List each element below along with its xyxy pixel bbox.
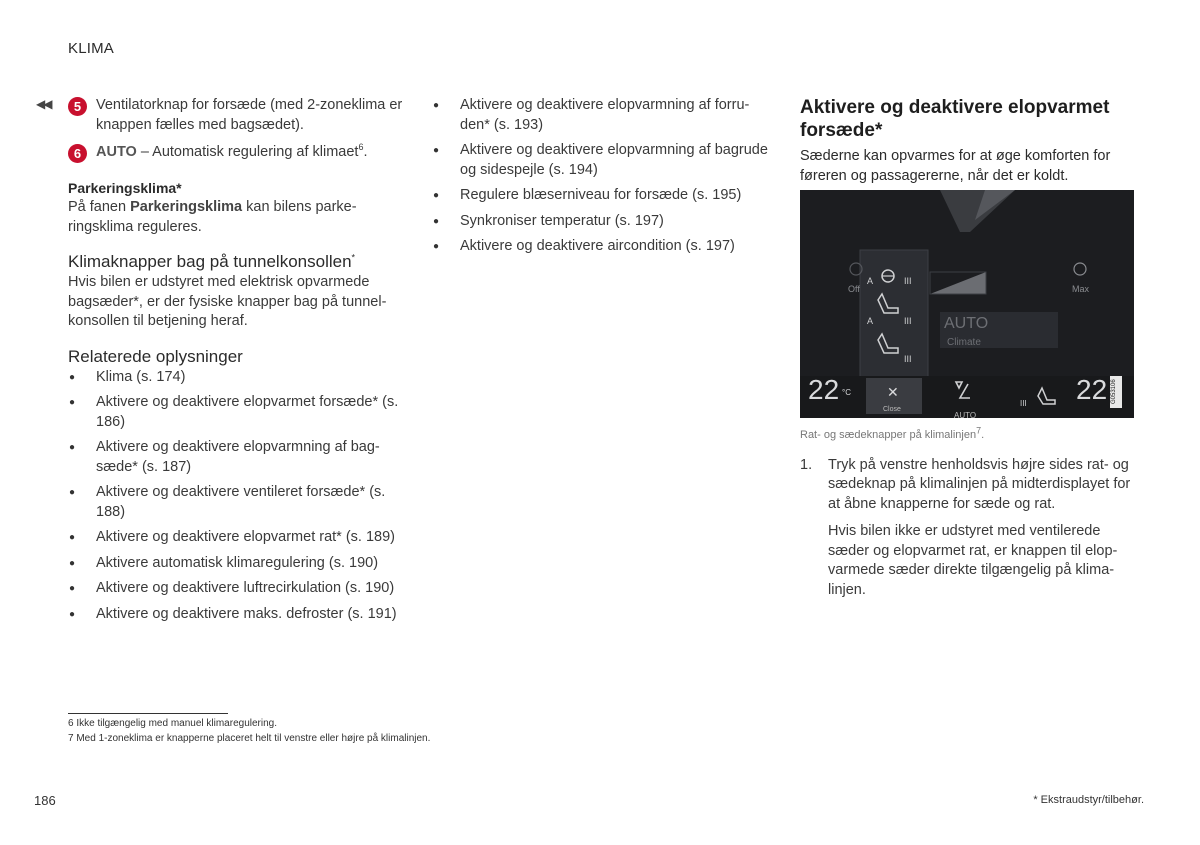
related-list-1 [68,368,408,625]
step-text: Tryk på venstre henholdsvis højre sides rat- og sædeknap på klimalinjen på midterdisplayet for at åbne knapperne for sæde og rat. [828,456,1131,512]
seat-heat-level-label: III [904,316,912,326]
related-link[interactable]: ● Aktivere og deaktivere elopvarmet forsæde* (s. 186) [68,393,408,432]
tunnel-heading-star: * [351,252,356,263]
steering-level-label: III [904,276,912,286]
parking-text-post: kan bilens parkeringsklima reguleres. [68,199,357,235]
parking-heading: Parkeringsklima* [68,179,182,196]
related-link[interactable]: ● Aktivere og deaktivere luftrecirkulation (s. 190) [68,579,408,599]
column-1 [68,96,408,630]
tunnel-heading-text: Klimaknapper bag på tunnelkonsollen [68,252,352,271]
column-2 [432,96,772,263]
footer-note: * Ekstraudstyr/tilbehør. [1033,794,1144,806]
close-label[interactable]: Close [883,406,901,413]
related-link[interactable]: ● Aktivere og deaktivere elopvarmning af bagrude og sidespejle (s. 194) [432,141,772,180]
steering-auto-label: A [867,276,874,286]
footnote-divider [68,713,228,714]
related-link[interactable]: ● Aktivere og deaktivere maks. defroster (s. 191) [68,605,408,625]
seat-vent-level-label: III [904,354,912,364]
climate-screen-illustration [800,190,1134,418]
column-3 [800,96,1140,600]
figure-caption [800,426,1140,446]
tunnel-heading [68,251,408,273]
related-link[interactable]: ● Klima (s. 174) [68,368,408,388]
callout-item-5 [68,96,408,135]
footnote-ref-6[interactable]: 6 [358,142,364,153]
parking-text-pre: På fanen [68,199,131,215]
related-link[interactable]: ● Aktivere og deaktivere elopvarmet rat* (s. 189) [68,528,408,548]
related-link[interactable]: ● Aktivere og deaktivere elopvarmning af bagsæde* (s. 187) [68,438,408,477]
related-link[interactable]: ● Aktivere og deaktivere aircondition (s. 197) [432,237,772,257]
auto-climate-title[interactable]: AUTO [944,315,989,332]
footnote-6-text: Ikke tilgængelig med manuel klimaregulering. [73,718,277,729]
auto-bottom-label[interactable]: AUTO [954,411,977,418]
section-intro: Sæderne kan opvarmes for at øge komforten for føreren og passagererne, når det er koldt. [800,148,1111,184]
related-heading: Relaterede oplysninger [68,346,243,366]
fan-off-label[interactable]: Off [848,284,860,294]
section-heading: Aktivere og deaktivere elopvarmet forsæde* [800,97,1110,141]
tunnel-text: Hvis bilen er udstyret med elektrisk opvarmede bagsæder*, er der fysiske knapper bag på tunnelkonsollen til betjening heraf. [68,274,387,329]
temp-left[interactable]: 22 [808,374,840,405]
related-link[interactable]: ● Aktivere og deaktivere elopvarmning af forruden* (s. 193) [432,96,772,135]
footnote-ref-7[interactable]: 7 [976,425,982,436]
callout-badge-5: 5 [68,97,87,116]
auto-label: AUTO [96,144,137,160]
step-1 [800,456,1140,601]
footnote-7 [68,733,430,744]
figure-code: G053106 [1111,379,1117,404]
footnote-7-num: 7 [68,733,74,744]
related-link[interactable]: ● Aktivere og deaktivere ventileret forsæde* (s. 188) [68,483,408,522]
step-text-2: Hvis bilen ikke er udstyret med ventilerede sæder og elopvarmet rat, er knappen til elopvarmede sæder direkte tilgængelig på klimalinjen. [828,523,1118,598]
callout-item-6 [68,143,408,163]
page-number: 186 [34,793,56,808]
footnote-6 [68,718,277,729]
close-icon[interactable]: ✕ [887,384,899,400]
callout-text-6: – Automatisk regulering af klimaet [136,144,359,160]
footnote-7-text: Med 1-zoneklima er knapperne placeret helt til venstre eller højre på klimalinjen. [73,733,431,744]
callout-text-6-end: . [363,144,368,160]
step-number: 1. [800,456,813,473]
related-link[interactable]: ● Regulere blæserniveau for forsæde (s. 195) [432,186,772,206]
related-list-2 [432,96,772,257]
related-link[interactable]: ● Aktivere automatisk klimaregulering (s. 190) [68,554,408,574]
parking-tab-name: Parkeringsklima [130,199,243,215]
fan-max-label[interactable]: Max [1072,284,1090,294]
callout-badge-6: 6 [68,144,87,163]
footnote-6-num: 6 [68,718,74,729]
callout-text-5: Ventilatorknap for forsæde (med 2-zoneklima er knappen fælles med bagsædet). [96,97,403,133]
seat-auto-label: A [867,316,874,326]
auto-climate-sub: Climate [947,337,981,348]
back-arrows-icon[interactable]: ◀◀ [36,97,51,111]
parking-text [68,198,408,237]
temp-unit: °C [842,388,851,397]
page-header-title: KLIMA [68,40,115,57]
related-link[interactable]: ● Synkroniser temperatur (s. 197) [432,212,772,232]
figure-caption-end: . [981,429,985,441]
temp-right[interactable]: 22 [1076,374,1108,405]
figure-caption-text: Rat- og sædeknapper på klimalinjen [800,429,977,441]
seat-bottom-level: III [1020,399,1027,408]
